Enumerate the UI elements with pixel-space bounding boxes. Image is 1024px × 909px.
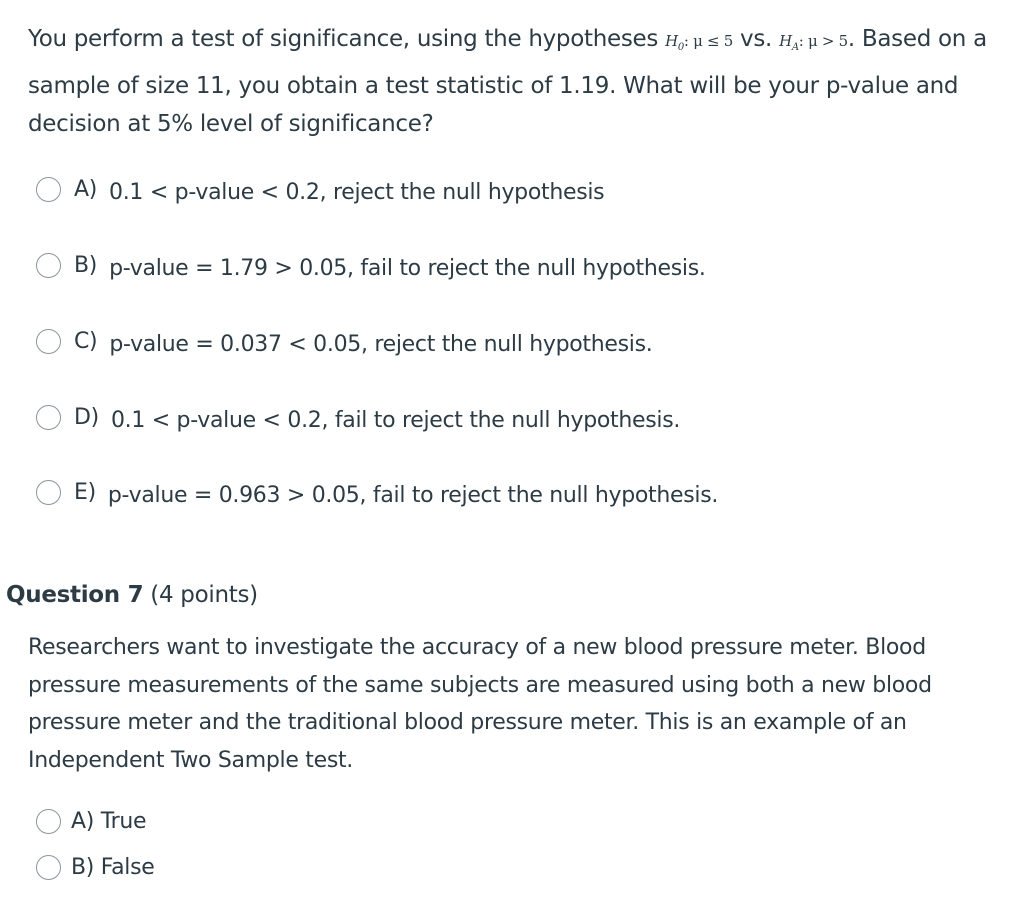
- option-letter: B): [74, 252, 98, 278]
- option-letter: A): [74, 176, 98, 202]
- q6-option-d[interactable]: [36, 401, 680, 433]
- question-text-part: . Based on a sample of size 11, you obtain a test statistic of 1.19. What will be your p-value and decision at 5% level of significance?: [28, 26, 987, 137]
- option-text: 0.1 < p-value < 0.2, reject the null hypothesis: [109, 179, 605, 205]
- radio-button[interactable]: [36, 177, 61, 202]
- radio-button[interactable]: [36, 809, 61, 834]
- option-text: B) False: [71, 854, 155, 880]
- option-text: p-value = 0.037 < 0.05, reject the null hypothesis.: [109, 331, 653, 357]
- radio-button[interactable]: [36, 405, 61, 430]
- question-6-text: [28, 20, 1003, 143]
- question-7-header: [6, 578, 258, 612]
- option-text: 0.1 < p-value < 0.2, fail to reject the null hypothesis.: [110, 407, 681, 433]
- versus-text: vs.: [733, 26, 780, 52]
- radio-button[interactable]: [36, 480, 61, 505]
- question-title: Question 7: [6, 582, 144, 608]
- option-letter: C): [74, 328, 98, 354]
- radio-button[interactable]: [36, 253, 61, 278]
- q6-option-c[interactable]: [36, 325, 652, 357]
- option-text: p-value = 1.79 > 0.05, fail to reject the null hypothesis.: [109, 255, 706, 281]
- question-7-text: Researchers want to investigate the accuracy of a new blood pressure meter. Blood pressure measurements of the same subjects are measured using both a new blood pressure meter and the traditional blood pressure meter. This is an example of an Independent Two Sample test.: [28, 635, 932, 773]
- question-text-part: You perform a test of significance, using the hypotheses: [28, 26, 666, 52]
- null-hypothesis-formula: $H_0$: μ ≤ 5: [665, 32, 734, 53]
- alternative-hypothesis-formula: $H_A$: μ > 5: [779, 32, 848, 53]
- option-letter: D): [74, 404, 99, 430]
- q6-option-a[interactable]: [36, 173, 604, 205]
- radio-button[interactable]: [36, 329, 61, 354]
- radio-button[interactable]: [36, 855, 61, 880]
- q6-option-b[interactable]: [36, 249, 706, 281]
- q7-option-false[interactable]: [36, 851, 155, 883]
- q7-option-true[interactable]: [36, 805, 146, 837]
- option-letter: E): [74, 479, 96, 505]
- q6-option-e[interactable]: [36, 476, 718, 508]
- option-text: A) True: [71, 808, 147, 834]
- option-text: p-value = 0.963 > 0.05, fail to reject the null hypothesis.: [107, 482, 719, 508]
- question-points: (4 points): [143, 582, 258, 608]
